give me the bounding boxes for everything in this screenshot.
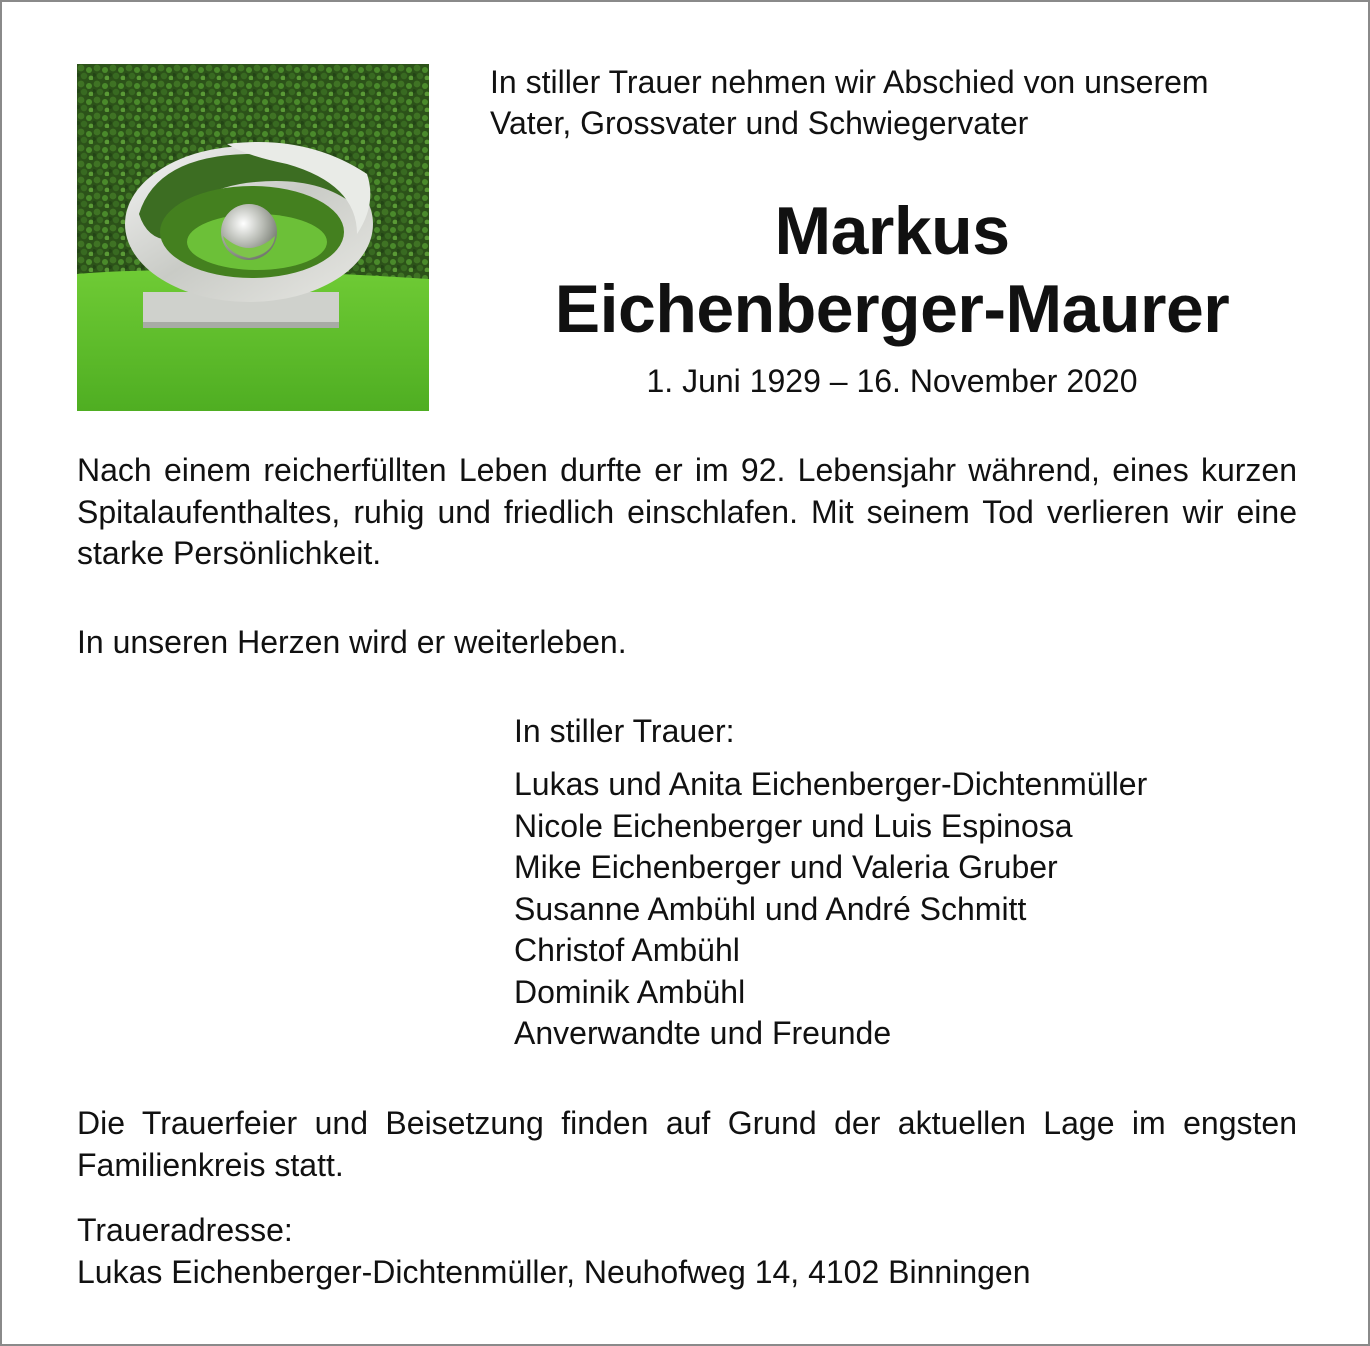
mourner-item: Christof Ambühl (514, 932, 740, 968)
mourner-item: Lukas und Anita Eichenberger-Dichtenmüller (514, 766, 1148, 802)
mourner-item: Dominik Ambühl (514, 973, 746, 1010)
intro-line-1: In stiller Trauer nehmen wir Abschied von unserem (490, 64, 1209, 100)
remembrance-paragraph: In unseren Herzen wird er weiterleben. (77, 624, 627, 660)
mourning-address (77, 1210, 1031, 1293)
life-paragraph: Nach einem reicherfüllten Leben durfte er im 92. Lebensjahr während, eines kurzen Spitalaufenthaltes, ruhig und friedlich einschlafen. Mit seinem Tod verlieren wir eine starke Persönlichkeit. (77, 452, 1297, 571)
life-dates: 1. Juni 1929 – 16. November 2020 (646, 363, 1138, 399)
sculpture-photo (77, 64, 429, 411)
deceased-last-name: Eichenberger-Maurer (554, 271, 1230, 347)
deceased-name (482, 192, 1302, 348)
ceremony-paragraph: Die Trauerfeier und Beisetzung finden auf Grund der aktuellen Lage im engsten Familienkreis statt. (77, 1105, 1297, 1183)
mourner-item: Nicole Eichenberger und Luis Espinosa (514, 807, 1073, 844)
mourner-item: Anverwandte und Freunde (514, 1015, 892, 1051)
address-value: Lukas Eichenberger-Dichtenmüller, Neuhofweg 14, 4102 Binningen (77, 1253, 1031, 1290)
mourner-item: Susanne Ambühl und André Schmitt (514, 890, 1027, 927)
mourners-list (514, 764, 1147, 1055)
deceased-first-name: Markus (774, 193, 1010, 269)
intro-line-2: Vater, Grossvater und Schwiegervater (490, 105, 1029, 141)
mourner-item: Mike Eichenberger und Valeria Gruber (514, 849, 1058, 885)
mourners-heading: In stiller Trauer: (514, 713, 735, 749)
address-label: Traueradresse: (77, 1212, 293, 1248)
intro-text (490, 62, 1300, 144)
